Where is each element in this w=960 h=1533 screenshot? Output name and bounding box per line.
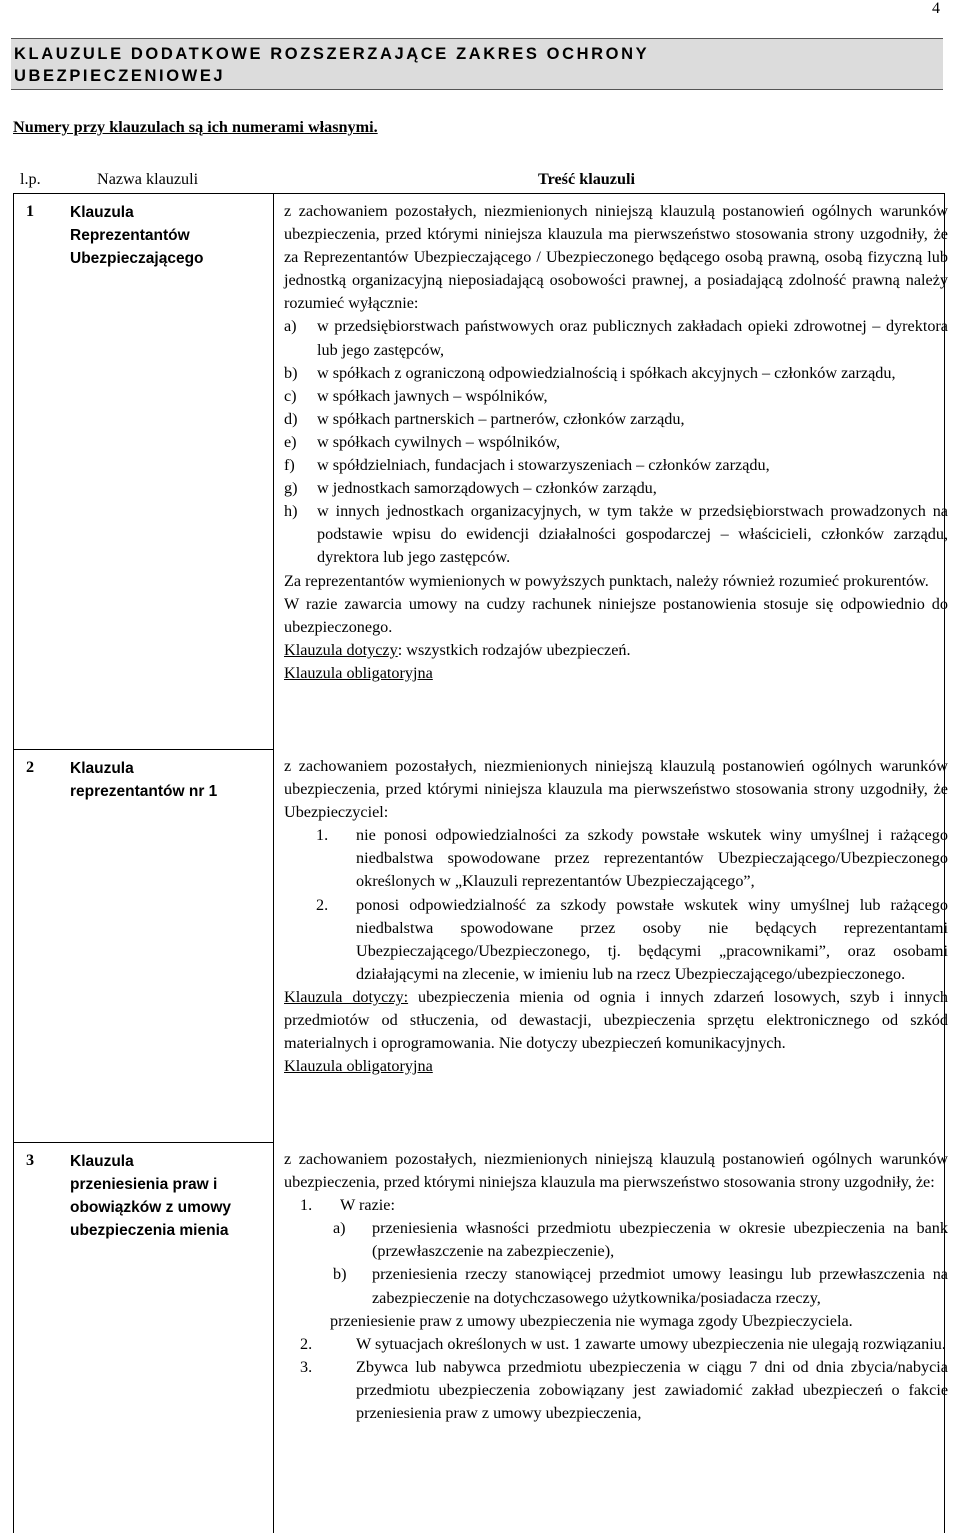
clause-name	[70, 201, 260, 270]
applies-label: Klauzula dotyczy:	[284, 987, 409, 1006]
list-item	[284, 362, 948, 385]
list-item	[284, 824, 948, 893]
list-item	[284, 894, 948, 986]
list-text: w spółkach partnerskich – partnerów, członków zarządu,	[317, 409, 685, 428]
clause-content	[284, 755, 948, 1078]
row-divider	[14, 1142, 273, 1143]
clause-name-line: Klauzula	[70, 1153, 134, 1170]
list-text: ponosi odpowiedzialność za szkody powstałe wskutek winy umyślnej lub rażącego niedbalstwa spowodowane przez osoby nie będących reprezentantami Ubezpieczającego/Ubezpieczonego, tj. będącymi „pracownikami”, oraz osobami działającymi na zlecenie, w imieniu lub na rzecz Ubezpieczającego/ubezpieczonego.	[356, 895, 948, 983]
page-number: 4	[932, 0, 940, 17]
column-header-name: Nazwa klauzuli	[97, 170, 199, 188]
list-item	[284, 408, 948, 431]
section-title-line-1: KLAUZULE DODATKOWE ROZSZERZAJĄCE ZAKRES OCHRONY	[14, 45, 650, 63]
section-header	[11, 38, 943, 90]
list-text: przeniesienia rzeczy stanowiącej przedmiot umowy leasingu lub przewłaszczenia na zabezpieczenie na dotychczasowego użytkownika/posiadacza rzeczy,	[372, 1265, 948, 1307]
mandatory-label: Klauzula obligatoryjna	[284, 1057, 433, 1076]
applies-text: ubezpieczenia mienia od ognia i innych zdarzeń losowych, szyb i innych przedmiotów od stłuczenia, od dewastacji, ubezpieczenia sprzętu elektronicznego od szkód materialnych i oprogramowania. Nie dotyczy ubezpieczeń komunikacyjnych.	[284, 987, 949, 1053]
sub-list-item	[284, 1263, 948, 1309]
numbering-note: Numery przy klauzulach są ich numerami własnymi.	[13, 118, 378, 136]
list-marker: 3.	[300, 1357, 313, 1376]
clause-paragraph: Za reprezentantów wymienionych w powyższych punktach, należy również rozumieć prokurentów.	[284, 571, 929, 590]
clause-intro: z zachowaniem pozostałych, niezmienionych niniejszą klauzulą postanowień ogólnych warunków ubezpieczenia, przed którymi niniejsza klauzula ma pierwszeństwo stosowania strony uzgodniły, że za Reprezentantów Ubezpieczającego / Ubezpieczonego będącego osobą prawną, osobą fizyczną lub jednostką organizacyjną nieposiadającą osobowości prawnej, a posiadającą zdolność prawną należy rozumieć wyłącznie:	[284, 202, 948, 313]
list-item	[284, 431, 948, 454]
list-marker: c)	[284, 386, 297, 405]
list-text: w spółkach jawnych – wspólników,	[317, 386, 548, 405]
list-text: w spółdzielniach, fundacjach i stowarzyszeniach – członków zarządu,	[317, 456, 770, 475]
list-marker: 2.	[300, 1334, 313, 1353]
clause-number: 1	[26, 202, 35, 220]
list-text: w spółkach z ograniczoną odpowiedzialnością i spółkach akcyjnych – członków zarządu,	[317, 363, 896, 382]
row-divider	[14, 749, 273, 750]
section-title-line-2: UBEZPIECZENIOWEJ	[14, 67, 226, 85]
list-marker: b)	[333, 1265, 347, 1284]
list-item	[284, 477, 948, 500]
column-divider	[273, 194, 274, 1533]
list-item	[284, 1194, 948, 1217]
list-item	[284, 1333, 948, 1356]
list-marker: f)	[284, 456, 295, 475]
list-text: w przedsiębiorstwach państwowych oraz publicznych zakładach opieki zdrowotnej – dyrektora lub jego zastępców,	[317, 317, 948, 359]
clauses-table	[13, 193, 949, 1533]
clause-paragraph: W razie zawarcia umowy na cudzy rachunek niniejsze postanowienia stosuje się odpowiednio do ubezpieczonego.	[284, 594, 948, 636]
list-item	[284, 1356, 948, 1425]
list-item	[284, 500, 948, 569]
clause-number: 3	[26, 1151, 35, 1169]
list-text: W sytuacjach określonych w ust. 1 zawarte umowy ubezpieczenia nie ulegają rozwiązaniu.	[356, 1334, 946, 1353]
clause-intro: z zachowaniem pozostałych, niezmienionych niniejszą klauzulą postanowień ogólnych warunków ubezpieczenia, przed którymi niniejsza klauzula ma pierwszeństwo stosowania strony uzgodniły, że Ubezpieczyciel:	[284, 757, 948, 822]
list-continuation: przeniesienie praw z umowy ubezpieczenia nie wymaga zgody Ubezpieczyciela.	[330, 1311, 853, 1330]
clause-name-line: obowiązków z umowy	[70, 1199, 232, 1216]
clause-applies	[284, 639, 948, 662]
clause-applies	[284, 986, 948, 1055]
clause-name-line: reprezentantów nr 1	[70, 783, 218, 800]
clause-name-line: Klauzula	[70, 760, 134, 777]
list-marker: b)	[284, 363, 298, 382]
clause-name-line: ubezpieczenia mienia	[70, 1222, 229, 1239]
applies-label: Klauzula dotyczy	[284, 640, 398, 659]
list-text: w spółkach cywilnych – wspólników,	[317, 432, 561, 451]
list-item	[284, 315, 948, 361]
list-marker: h)	[284, 502, 298, 521]
clause-content	[284, 200, 948, 685]
list-marker: a)	[284, 317, 297, 336]
column-header-content: Treść klauzuli	[538, 170, 635, 188]
list-text: przeniesienia własności przedmiotu ubezpieczenia w okresie ubezpieczenia na bank (przewłaszczenie na zabezpieczenie),	[372, 1219, 948, 1261]
mandatory-label: Klauzula obligatoryjna	[284, 663, 433, 682]
list-marker: a)	[333, 1219, 346, 1238]
list-marker: 1.	[300, 1196, 313, 1215]
table-header	[0, 170, 960, 194]
list-text: w innych jednostkach organizacyjnych, w tym także w przedsiębiorstwach prowadzonych na podstawie wpisu do ewidencji działalności gospodarczej – właścicieli, członków zarządu, dyrektora lub jego zastępców.	[317, 502, 948, 567]
clause-name	[70, 1150, 260, 1242]
list-item	[284, 385, 948, 408]
list-text: nie ponosi odpowiedzialności za szkody powstałe wskutek winy umyślnej i rażącego niedbalstwa spowodowane przez reprezentantów Ubezpieczającego/Ubezpieczonego określonych w „Klauzuli reprezentantów Ubezpieczającego”,	[356, 826, 948, 891]
clause-number: 2	[26, 758, 35, 776]
list-marker: g)	[284, 479, 298, 498]
clause-content	[284, 1148, 948, 1425]
clause-name-line: Klauzula	[70, 204, 134, 221]
list-text: W razie:	[340, 1196, 395, 1215]
clause-name	[70, 757, 260, 803]
clause-intro: z zachowaniem pozostałych, niezmienionych niniejszą klauzulą postanowień ogólnych warunków ubezpieczenia, przed którymi niniejsza klauzula ma pierwszeństwo stosowania strony uzgodniły, że:	[284, 1150, 948, 1192]
list-text: Zbywca lub nabywca przedmiotu ubezpieczenia w ciągu 7 dni od dnia zbycia/nabycia przedmiotu ubezpieczenia zobowiązany jest zawiadomić zakład ubezpieczeń o fakcie przeniesienia praw z umowy ubezpieczenia,	[356, 1357, 948, 1423]
sub-list-item	[284, 1217, 948, 1263]
list-marker: 1.	[316, 826, 329, 845]
list-marker: d)	[284, 409, 298, 428]
clause-name-line: Ubezpieczającego	[70, 250, 204, 267]
list-item	[284, 454, 948, 477]
clause-name-line: Reprezentantów	[70, 227, 190, 244]
list-text: w jednostkach samorządowych – członków zarządu,	[317, 479, 657, 498]
clause-name-line: przeniesienia praw i	[70, 1176, 218, 1193]
applies-text: : wszystkich rodzajów ubezpieczeń.	[397, 640, 631, 659]
list-marker: 2.	[316, 895, 329, 914]
list-marker: e)	[284, 432, 297, 451]
column-header-lp: l.p.	[20, 170, 41, 188]
